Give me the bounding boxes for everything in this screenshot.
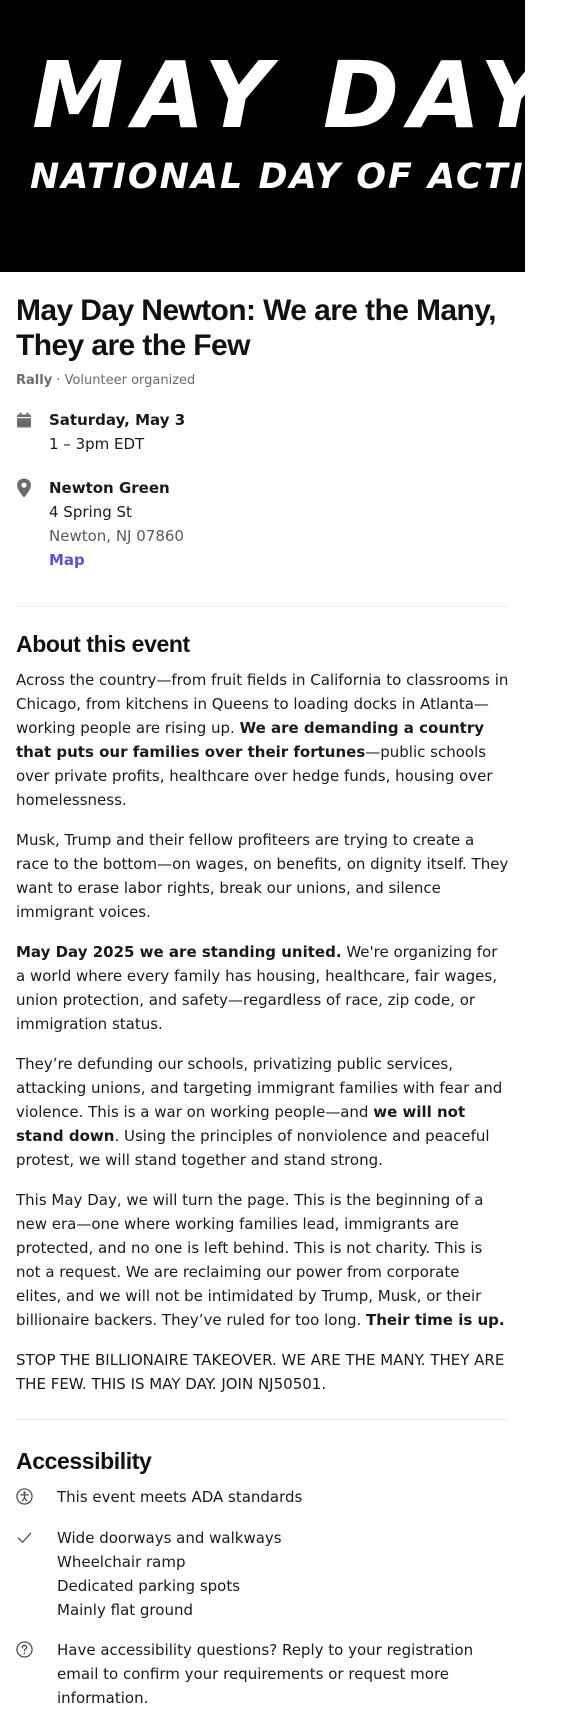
accessibility-heading: Accessibility [16, 1448, 152, 1474]
about-paragraph-4 [16, 1052, 509, 1172]
accessibility-features-row [16, 1526, 509, 1622]
section-divider [16, 1419, 509, 1420]
about-paragraph-6: STOP THE BILLIONAIRE TAKEOVER. WE ARE THE MANY. THEY ARE THE FEW. THIS IS MAY DAY. JOIN NJ50501. [16, 1351, 505, 1393]
accessibility-question-text: Have accessibility questions? Reply to your registration email to confirm your requirements or request more information. [57, 1641, 474, 1707]
about-body [16, 668, 509, 1396]
event-content [0, 293, 525, 1710]
event-date: Saturday, May 3 [49, 411, 186, 429]
location-address: 4 Spring St [49, 503, 132, 521]
about-p3-text-b: We're organizing for a world where every family has housing, healthcare, fair wages, union protection, and safety—regardless of race, zip code, or immigration status. [16, 943, 498, 1033]
map-pin-icon [16, 478, 32, 498]
about-p1-bold: We are demanding a country that puts our families over their fortunes [16, 719, 485, 761]
map-link[interactable]: Map [49, 551, 85, 569]
event-organizer: Volunteer organized [64, 373, 196, 388]
checkmark-icon [16, 1529, 33, 1546]
about-heading: About this event [16, 631, 190, 657]
about-paragraph-2: Musk, Trump and their fellow profiteers are trying to create a race to the bottom—on wages, on benefits, on dignity itself. They want to erase labor rights, break our unions, and silence immigrant voices. [16, 831, 509, 921]
event-meta [16, 372, 509, 390]
hero-title: MAY DAY [32, 42, 557, 149]
about-p4-text-a: They’re defunding our schools, privatizing public services, attacking unions, and targeting immigrant families with fear and violence. This is a war on working people—and [16, 1055, 503, 1121]
hero-subtitle: NATIONAL DAY OF ACTION [30, 157, 588, 197]
event-location-row [16, 476, 509, 572]
hero-banner [0, 0, 588, 272]
event-date-row [16, 408, 509, 456]
about-p1-text-c: —public schools over private profits, healthcare over hedge funds, housing over homelessness. [16, 743, 493, 809]
about-p5-bold: Their time is up. [366, 1311, 505, 1329]
accessibility-feature: Dedicated parking spots [57, 1577, 241, 1595]
ada-standards-text: This event meets ADA standards [57, 1488, 303, 1506]
about-p4-text-c: . Using the principles of nonviolence and peaceful protest, we will stand together and stand strong. [16, 1127, 490, 1169]
about-paragraph-1 [16, 668, 509, 812]
accessibility-feature: Wheelchair ramp [57, 1553, 186, 1571]
event-title: May Day Newton: We are the Many, They are the Few [16, 294, 496, 362]
event-time: 1 – 3pm EDT [49, 435, 145, 453]
accessibility-question-row [16, 1638, 509, 1710]
calendar-icon [16, 410, 32, 430]
about-p4-bold: we will not stand down [16, 1103, 466, 1145]
location-name: Newton Green [49, 479, 170, 497]
section-divider [16, 606, 509, 607]
about-p3-bold: May Day 2025 we are standing united. [16, 943, 342, 961]
about-paragraph-5 [16, 1188, 509, 1332]
accessibility-icon [16, 1488, 33, 1505]
meta-separator: · [52, 373, 65, 388]
ada-standards-row [16, 1485, 509, 1509]
event-type: Rally [16, 373, 53, 388]
location-city: Newton, NJ 07860 [49, 527, 184, 545]
about-p5-text-a: This May Day, we will turn the page. This is the beginning of a new era—one where working families lead, immigrants are protected, and no one is left behind. This is not charity. This is not a request. We are reclaiming our power from corporate elites, and we will not be intimidated by Trump, Musk, or their billionaire backers. They’ve ruled for too long. [16, 1191, 484, 1329]
about-paragraph-3 [16, 940, 509, 1036]
about-p1-text-a: Across the country—from fruit fields in California to classrooms in Chicago, from kitchens in Queens to loading docks in Atlanta—working people are rising up. [16, 671, 509, 737]
question-circle-icon [16, 1641, 33, 1658]
accessibility-feature: Wide doorways and walkways [57, 1529, 282, 1547]
accessibility-feature: Mainly flat ground [57, 1601, 193, 1619]
